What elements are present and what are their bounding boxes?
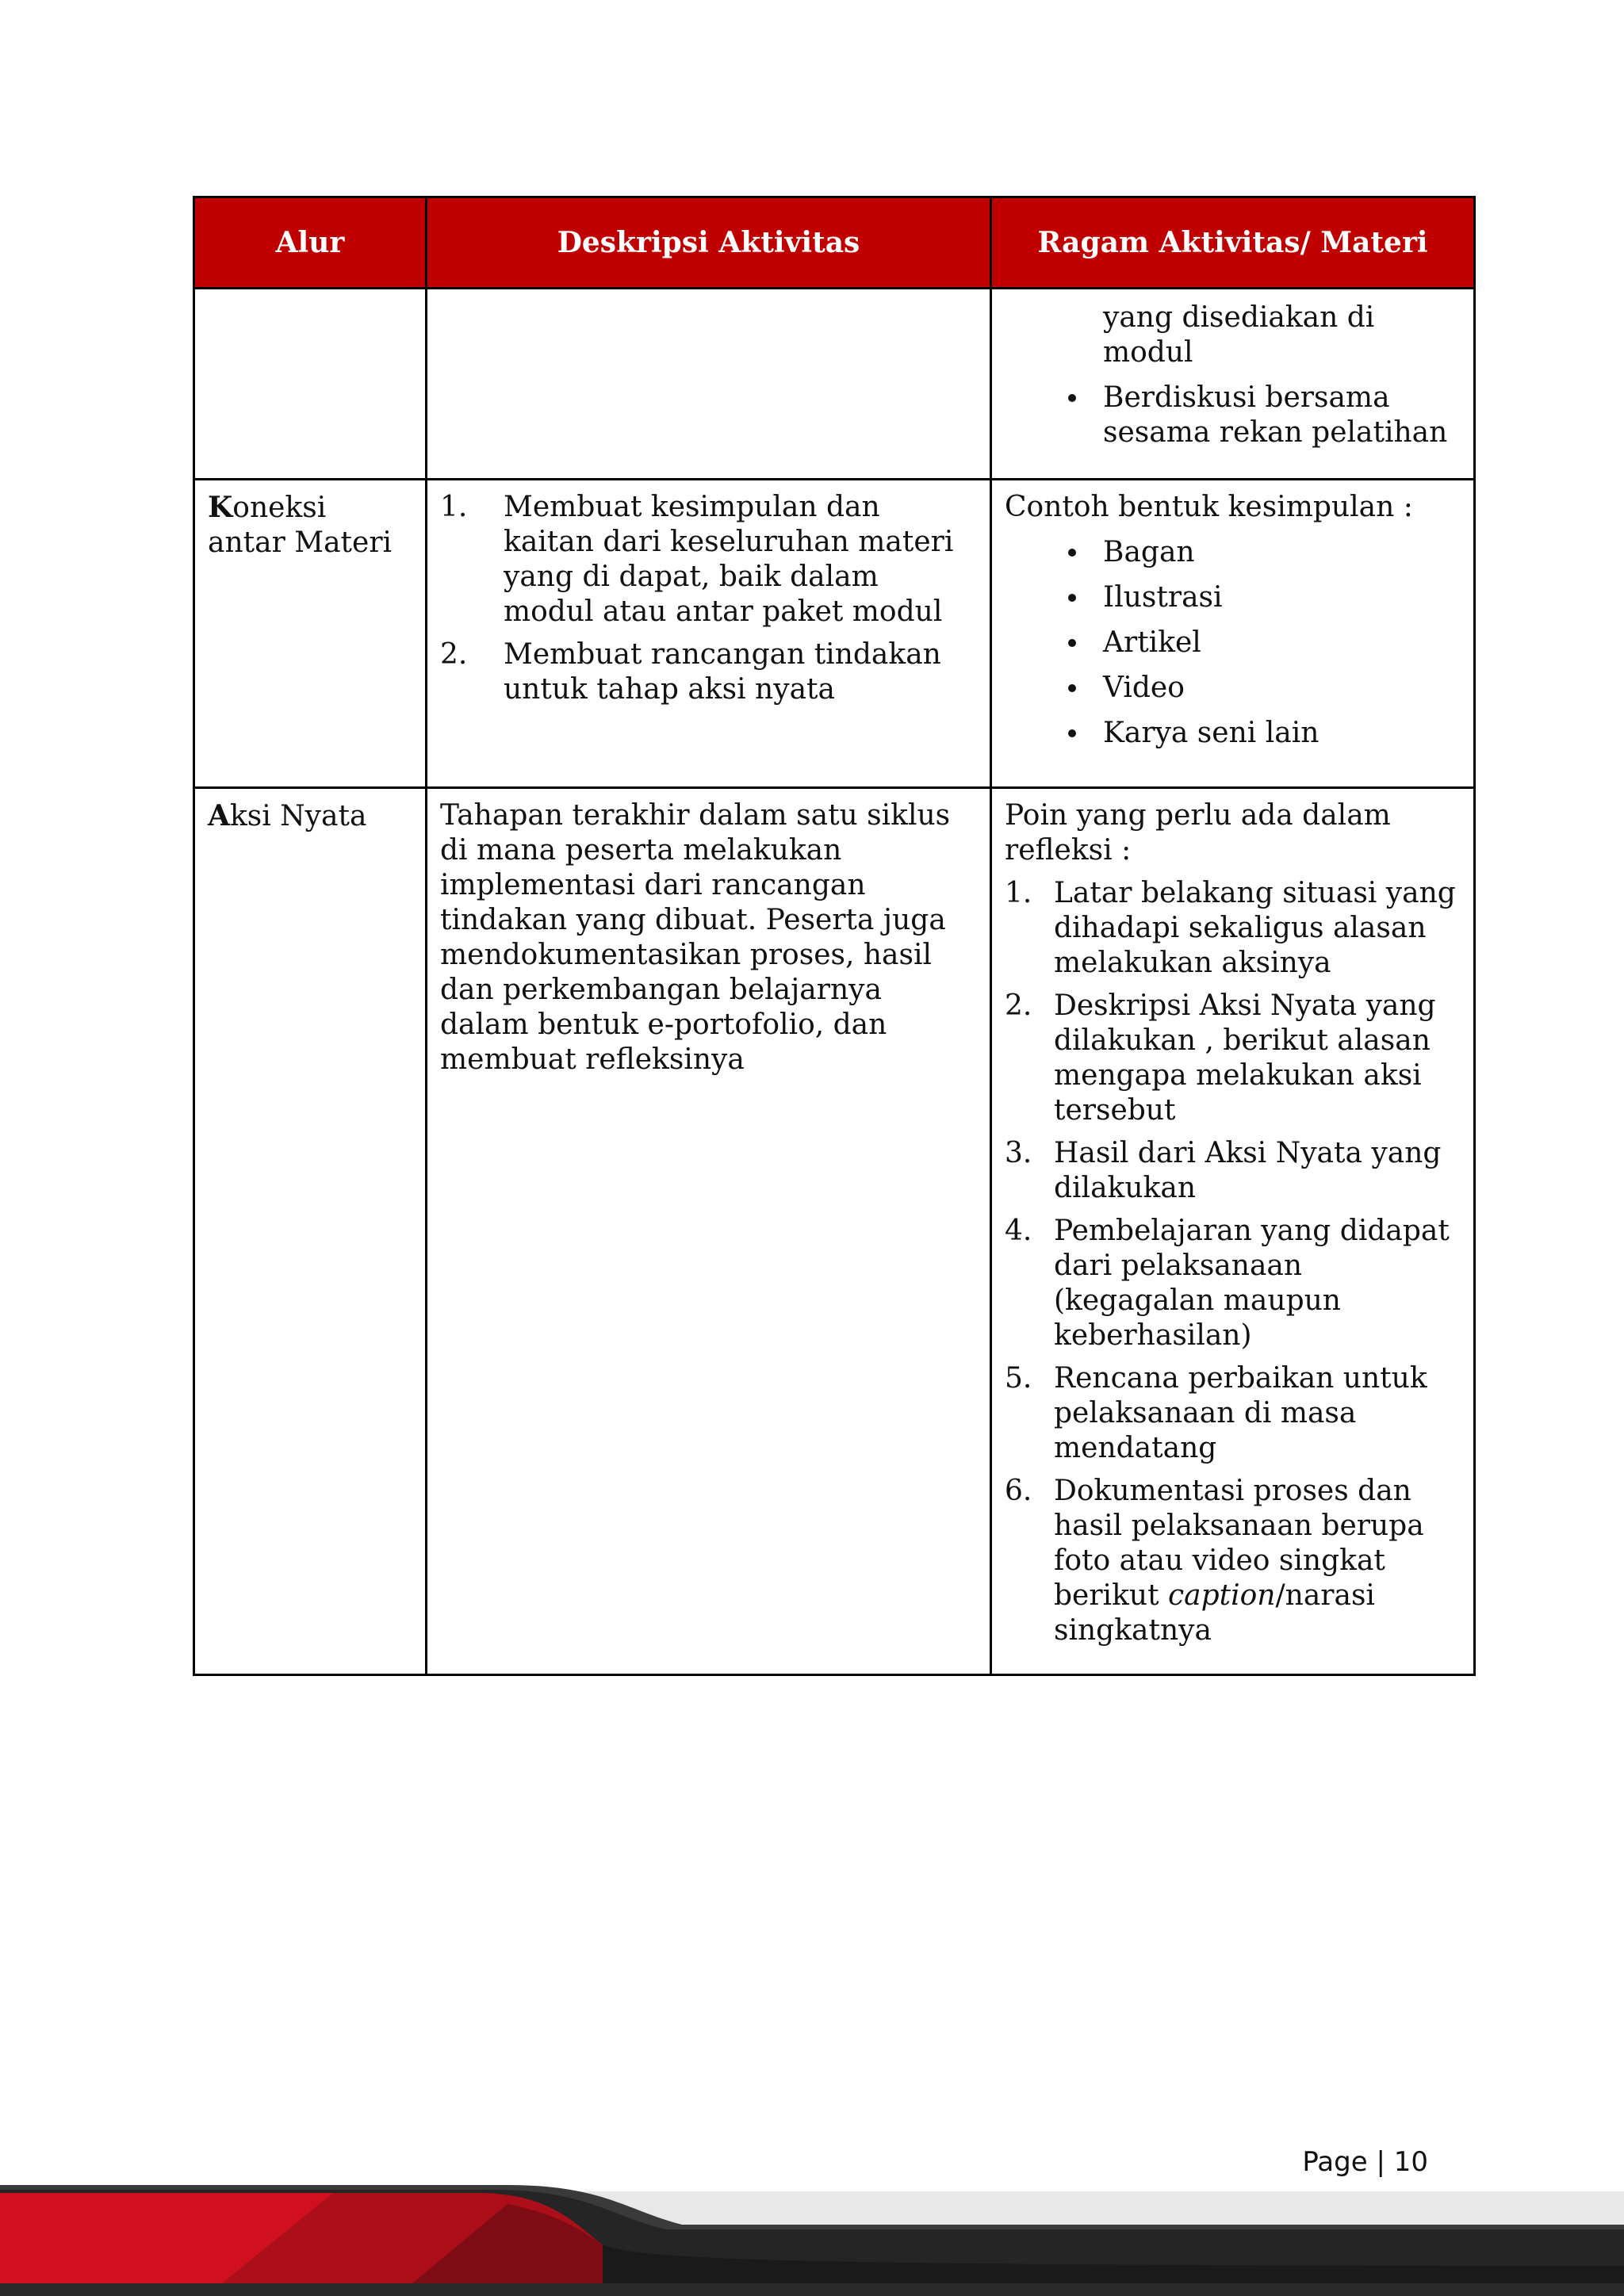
- deskripsi-cell: [427, 289, 991, 480]
- alur-cell: [194, 289, 427, 480]
- deskripsi-cell: [427, 480, 991, 788]
- activity-table: [193, 196, 1476, 1676]
- list-item: 2. Deskripsi Aksi Nyata yang dilakukan , berikut alasan mengapa melakukan aksi tersebut: [1005, 989, 1436, 1127]
- alur-cell: [194, 788, 427, 1675]
- list-item: 4. Pembelajaran yang didapat dari pelaksanaan (kegagalan maupun keberhasilan): [1005, 1215, 1450, 1352]
- list-item: Artikel: [1005, 626, 1461, 660]
- page-number: Page | 10: [1302, 2146, 1428, 2178]
- alur-cell: [194, 480, 427, 788]
- ragam-intro: Contoh bentuk kesimpulan :: [1005, 491, 1413, 523]
- deskripsi-cell: [427, 788, 991, 1675]
- header-deskripsi: Deskripsi Aktivitas: [427, 197, 991, 289]
- ragam-cell: [991, 289, 1475, 480]
- table-row: [194, 788, 1475, 1675]
- ragam-cell: [991, 480, 1475, 788]
- alur-initial: A: [208, 799, 230, 832]
- table-row: [194, 289, 1475, 480]
- list-item: Berdiskusi bersama sesama rekan pelatihan: [1005, 381, 1461, 450]
- ragam-intro: Poin yang perlu ada dalam refleksi :: [1005, 799, 1391, 867]
- table-row: [194, 480, 1475, 788]
- list-item: 1. Latar belakang situasi yang dihadapi sekaligus alasan melakukan aksinya: [1005, 877, 1456, 979]
- list-item: Video: [1005, 671, 1461, 706]
- list-item: 5. Rencana perbaikan untuk pelaksanaan di masa mendatang: [1005, 1362, 1427, 1464]
- list-item: Karya seni lain: [1005, 716, 1461, 751]
- table-header-row: [194, 197, 1475, 289]
- deskripsi-text: Tahapan terakhir dalam satu siklus di mana peserta melakukan implementasi dari rancangan tindakan yang dibuat. Peserta juga mendokumentasikan proses, hasil dan perkembangan belajarnya dalam bentuk e-portofolio, dan membuat refleksinya: [440, 799, 951, 1076]
- list-item: 3. Hasil dari Aksi Nyata yang dilakukan: [1005, 1137, 1442, 1204]
- list-item: 2. Membuat rancangan tindakan untuk tahap aksi nyata: [440, 638, 941, 706]
- list-item: 1. Membuat kesimpulan dan kaitan dari keseluruhan materi yang di dapat, baik dalam modul atau antar paket modul: [440, 491, 954, 628]
- list-item: 6. Dokumentasi proses dan hasil pelaksanaan berupa foto atau video singkat berikut caption/narasi singkatnya: [1005, 1475, 1424, 1647]
- footer-decoration: [0, 2172, 1624, 2296]
- list-item: Bagan: [1005, 535, 1461, 570]
- header-alur: Alur: [194, 197, 427, 289]
- alur-initial: K: [208, 491, 233, 524]
- list-item: Ilustrasi: [1005, 580, 1461, 615]
- alur-label: oneksi antar Materi: [208, 492, 393, 559]
- continued-text: yang disediakan di modul: [1103, 301, 1375, 369]
- header-ragam: Ragam Aktivitas/ Materi: [991, 197, 1475, 289]
- alur-label: ksi Nyata: [229, 800, 367, 832]
- ragam-cell: [991, 788, 1475, 1675]
